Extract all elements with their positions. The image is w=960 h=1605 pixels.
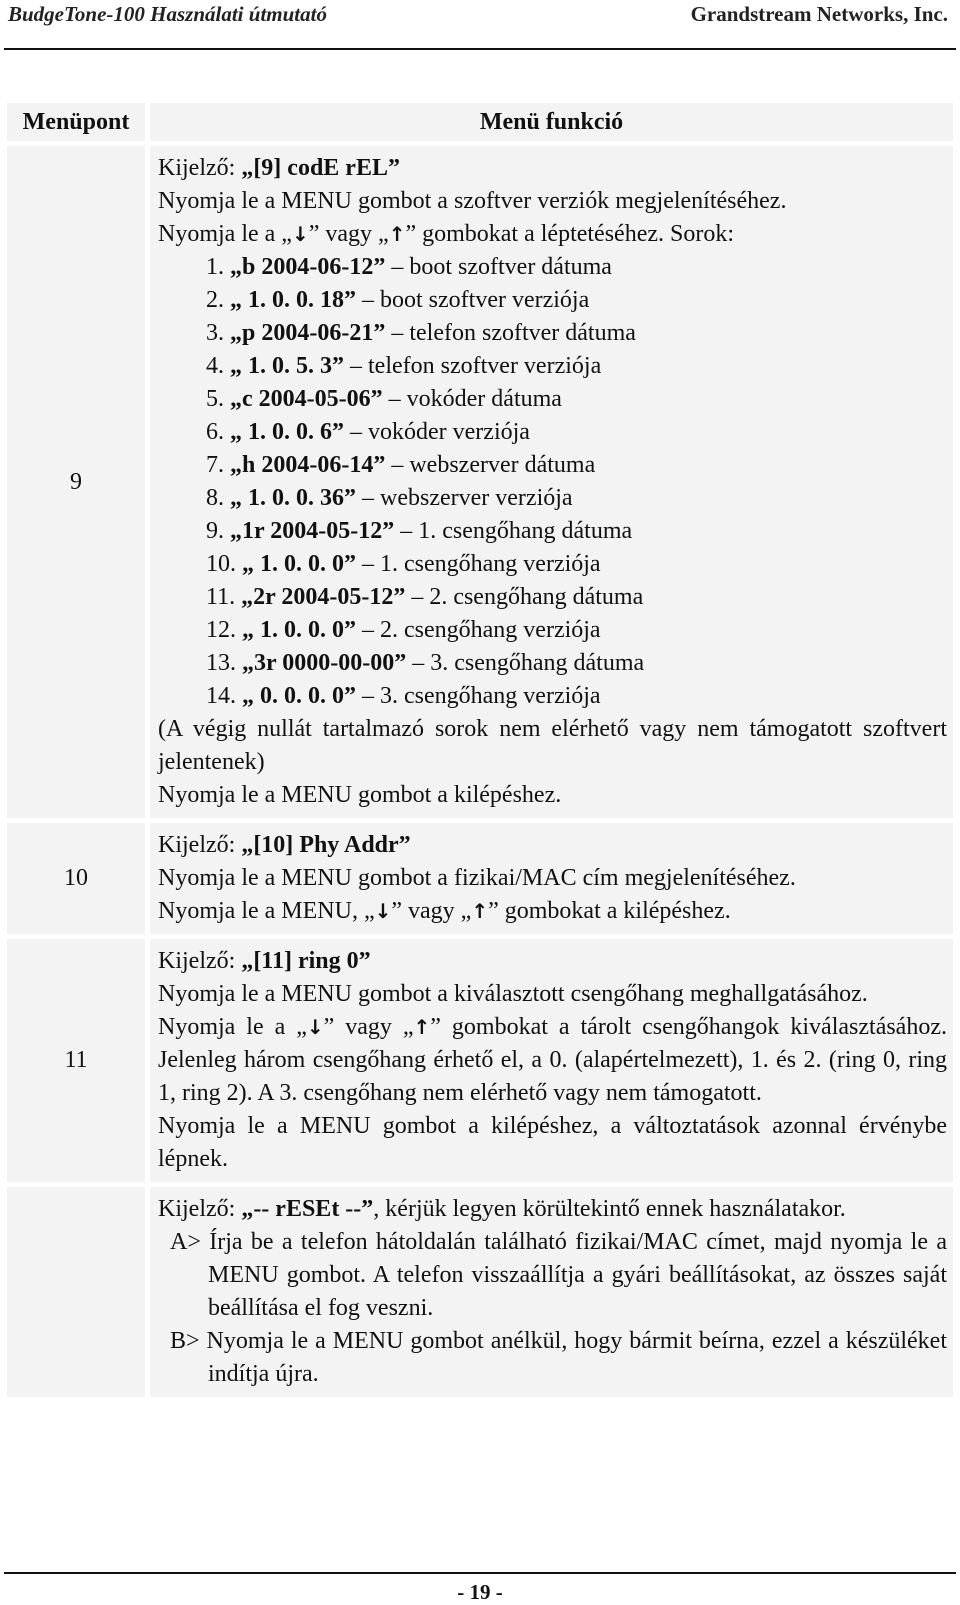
footer-rule: [4, 1572, 956, 1574]
version-list-item: 2. „ 1. 0. 0. 18” – boot szoftver verziója: [206, 287, 590, 313]
table-header-row: [7, 103, 953, 141]
arrow-down-icon: ↓: [306, 1015, 324, 1039]
column-header-menu-function: Menü funkció: [150, 103, 953, 141]
version-list-item: 9. „1r 2004-05-12” – 1. csengőhang dátuma: [206, 518, 633, 544]
instruction-line: Nyomja le a MENU gombot a fizikai/MAC cím megjelenítéséhez.: [158, 865, 796, 891]
column-header-menu-item: Menüpont: [7, 103, 145, 141]
version-list-item: 1. „b 2004-06-12” – boot szoftver dátuma: [206, 254, 612, 280]
table-row-10: [7, 823, 953, 934]
exit-instruction: Nyomja le a MENU gombot a kilépéshez, a változtatások azonnal érvénybe lépnek.: [158, 1113, 947, 1172]
menu-item-number: 9: [7, 146, 145, 818]
arrow-down-icon: ↓: [374, 899, 392, 923]
version-list-item: 8. „ 1. 0. 0. 36” – webszerver verziója: [206, 485, 573, 511]
instruction-line: Nyomja le a „↓” vagy „↑” gombokat a léptetéséhez. Sorok:: [158, 221, 735, 247]
table-row-reset: [7, 1187, 953, 1397]
table-row-9: [7, 146, 953, 818]
header-rule: [4, 48, 956, 50]
display-line: Kijelző: „[9] codE rEL”: [158, 155, 400, 181]
instruction-line: Nyomja le a MENU gombot a kiválasztott csengőhang meghallgatásához.: [158, 981, 868, 1007]
arrow-up-icon: ↑: [388, 222, 406, 246]
menu-item-number: 10: [7, 823, 145, 934]
option-b: B> Nyomja le a MENU gombot anélkül, hogy bármit beírna, ezzel a készüléket indítja újra.: [170, 1328, 948, 1387]
version-list-item: 13. „3r 0000-00-00” – 3. csengőhang dátuma: [206, 650, 645, 676]
version-list-item: 10. „ 1. 0. 0. 0” – 1. csengőhang verziója: [206, 551, 601, 577]
display-line: Kijelző: „[10] Phy Addr”: [158, 832, 411, 858]
option-a: A> Írja be a telefon hátoldalán található fizikai/MAC címet, majd nyomja le a MENU gombot. A telefon visszaállítja a gyári beállításokat, az összes saját beállítása el fog veszni.: [170, 1229, 947, 1321]
version-list-item: 6. „ 1. 0. 0. 6” – vokóder verziója: [206, 419, 530, 445]
version-list-item: 5. „c 2004-05-06” – vokóder dátuma: [206, 386, 562, 412]
version-list-item: 11. „2r 2004-05-12” – 2. csengőhang dátuma: [206, 584, 644, 610]
arrow-up-icon: ↑: [413, 1015, 431, 1039]
version-list-item: 12. „ 1. 0. 0. 0” – 2. csengőhang verziója: [206, 617, 601, 643]
menu-function-cell: [150, 146, 953, 818]
display-line: Kijelző: „[11] ring 0”: [158, 948, 371, 974]
version-list-item: 4. „ 1. 0. 5. 3” – telefon szoftver verziója: [206, 353, 602, 379]
menu-table: [2, 98, 958, 1402]
instruction-line: Nyomja le a MENU gombot a szoftver verziók megjelenítéséhez.: [158, 188, 787, 214]
display-line: Kijelző: „-- rESEt --”, kérjük legyen körültekintő ennek használatakor.: [158, 1196, 846, 1222]
arrow-up-icon: ↑: [471, 899, 489, 923]
instruction-line: Nyomja le a MENU, „↓” vagy „↑” gombokat a kilépéshez.: [158, 898, 731, 924]
page-number: - 19 -: [457, 1580, 503, 1604]
arrow-down-icon: ↓: [291, 222, 309, 246]
menu-item-number: [7, 1187, 145, 1397]
exit-instruction: Nyomja le a MENU gombot a kilépéshez.: [158, 782, 562, 808]
menu-item-number: 11: [7, 939, 145, 1182]
version-list-item: 14. „ 0. 0. 0. 0” – 3. csengőhang verziója: [206, 683, 601, 709]
note-text: (A végig nullát tartalmazó sorok nem elérhető vagy nem támogatott szoftvert jelentenek): [158, 716, 947, 775]
version-list-item: 7. „h 2004-06-14” – webszerver dátuma: [206, 452, 596, 478]
document-title: BudgeTone-100 Használati útmutató: [8, 2, 327, 26]
menu-function-cell: [150, 939, 953, 1182]
version-list-item: 3. „p 2004-06-21” – telefon szoftver dátuma: [206, 320, 636, 346]
menu-function-cell: [150, 823, 953, 934]
page-header: [0, 0, 960, 52]
menu-function-cell: [150, 1187, 953, 1397]
instruction-line: Nyomja le a „↓” vagy „↑” gombokat a tárolt csengőhangok kiválasztásához. Jelenleg három csengőhang érhető el, a 0. (alapértelmezett), 1. és 2. (ring 0, ring 1, ring 2). A 3. csengőhang nem elérhető vagy nem támogatott.: [158, 1014, 947, 1106]
table-row-11: [7, 939, 953, 1182]
company-name: Grandstream Networks, Inc.: [690, 2, 948, 26]
page-footer: [0, 1580, 960, 1605]
